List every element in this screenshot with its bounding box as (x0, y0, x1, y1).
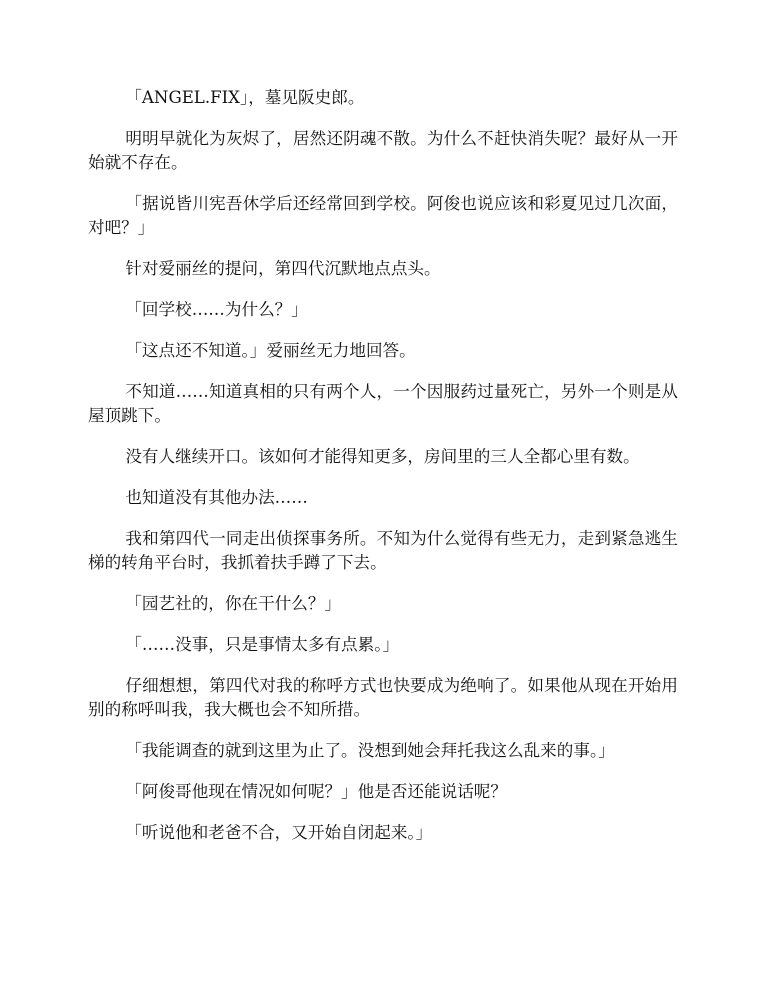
paragraph-11: 「园艺社的，你在干什么？」 (125, 594, 342, 613)
paragraph-12: 「……没事，只是事情太多有点累。」 (125, 635, 400, 654)
paragraph-16: 「听说他和老爸不合，又开始自闭起来。」 (125, 823, 433, 842)
paragraph-1: 「ANGEL.FIX」，墓见阪史郎。 (125, 88, 365, 107)
paragraph-9: 也知道没有其他办法…… (125, 488, 308, 507)
paragraph-6: 「这点还不知道。」爱丽丝无力地回答。 (125, 341, 416, 360)
paragraph-5: 「回学校……为什么？」 (125, 300, 308, 319)
paragraph-2: 明明早就化为灰烬了，居然还阴魂不散。为什么不赶快消失呢？最好从一开始就不存在。 (88, 129, 678, 172)
document-page (88, 86, 678, 862)
paragraph-15: 「阿俊哥他现在情况如何呢？」他是否还能说话呢？ (125, 782, 507, 801)
paragraph-4: 针对爱丽丝的提问，第四代沉默地点点头。 (125, 259, 441, 278)
paragraph-14: 「我能调查的就到这里为止了。没想到她会拜托我这么乱来的事。」 (125, 741, 615, 760)
paragraph-13: 仔细想想，第四代对我的称呼方式也快要成为绝响了。如果他从现在开始用别的称呼叫我，我大概也会不知所措。 (88, 676, 678, 719)
paragraph-8: 没有人继续开口。该如何才能得知更多，房间里的三人全都心里有数。 (125, 447, 640, 466)
paragraph-3: 「据说皆川宪吾休学后还经常回到学校。阿俊也说应该和彩夏见过几次面，对吧？」 (88, 194, 678, 237)
paragraph-7: 不知道……知道真相的只有两个人，一个因服药过量死亡，另外一个则是从屋顶跳下。 (88, 382, 678, 425)
paragraph-10: 我和第四代一同走出侦探事务所。不知为什么觉得有些无力，走到紧急逃生梯的转角平台时，我抓着扶手蹲了下去。 (88, 529, 678, 572)
